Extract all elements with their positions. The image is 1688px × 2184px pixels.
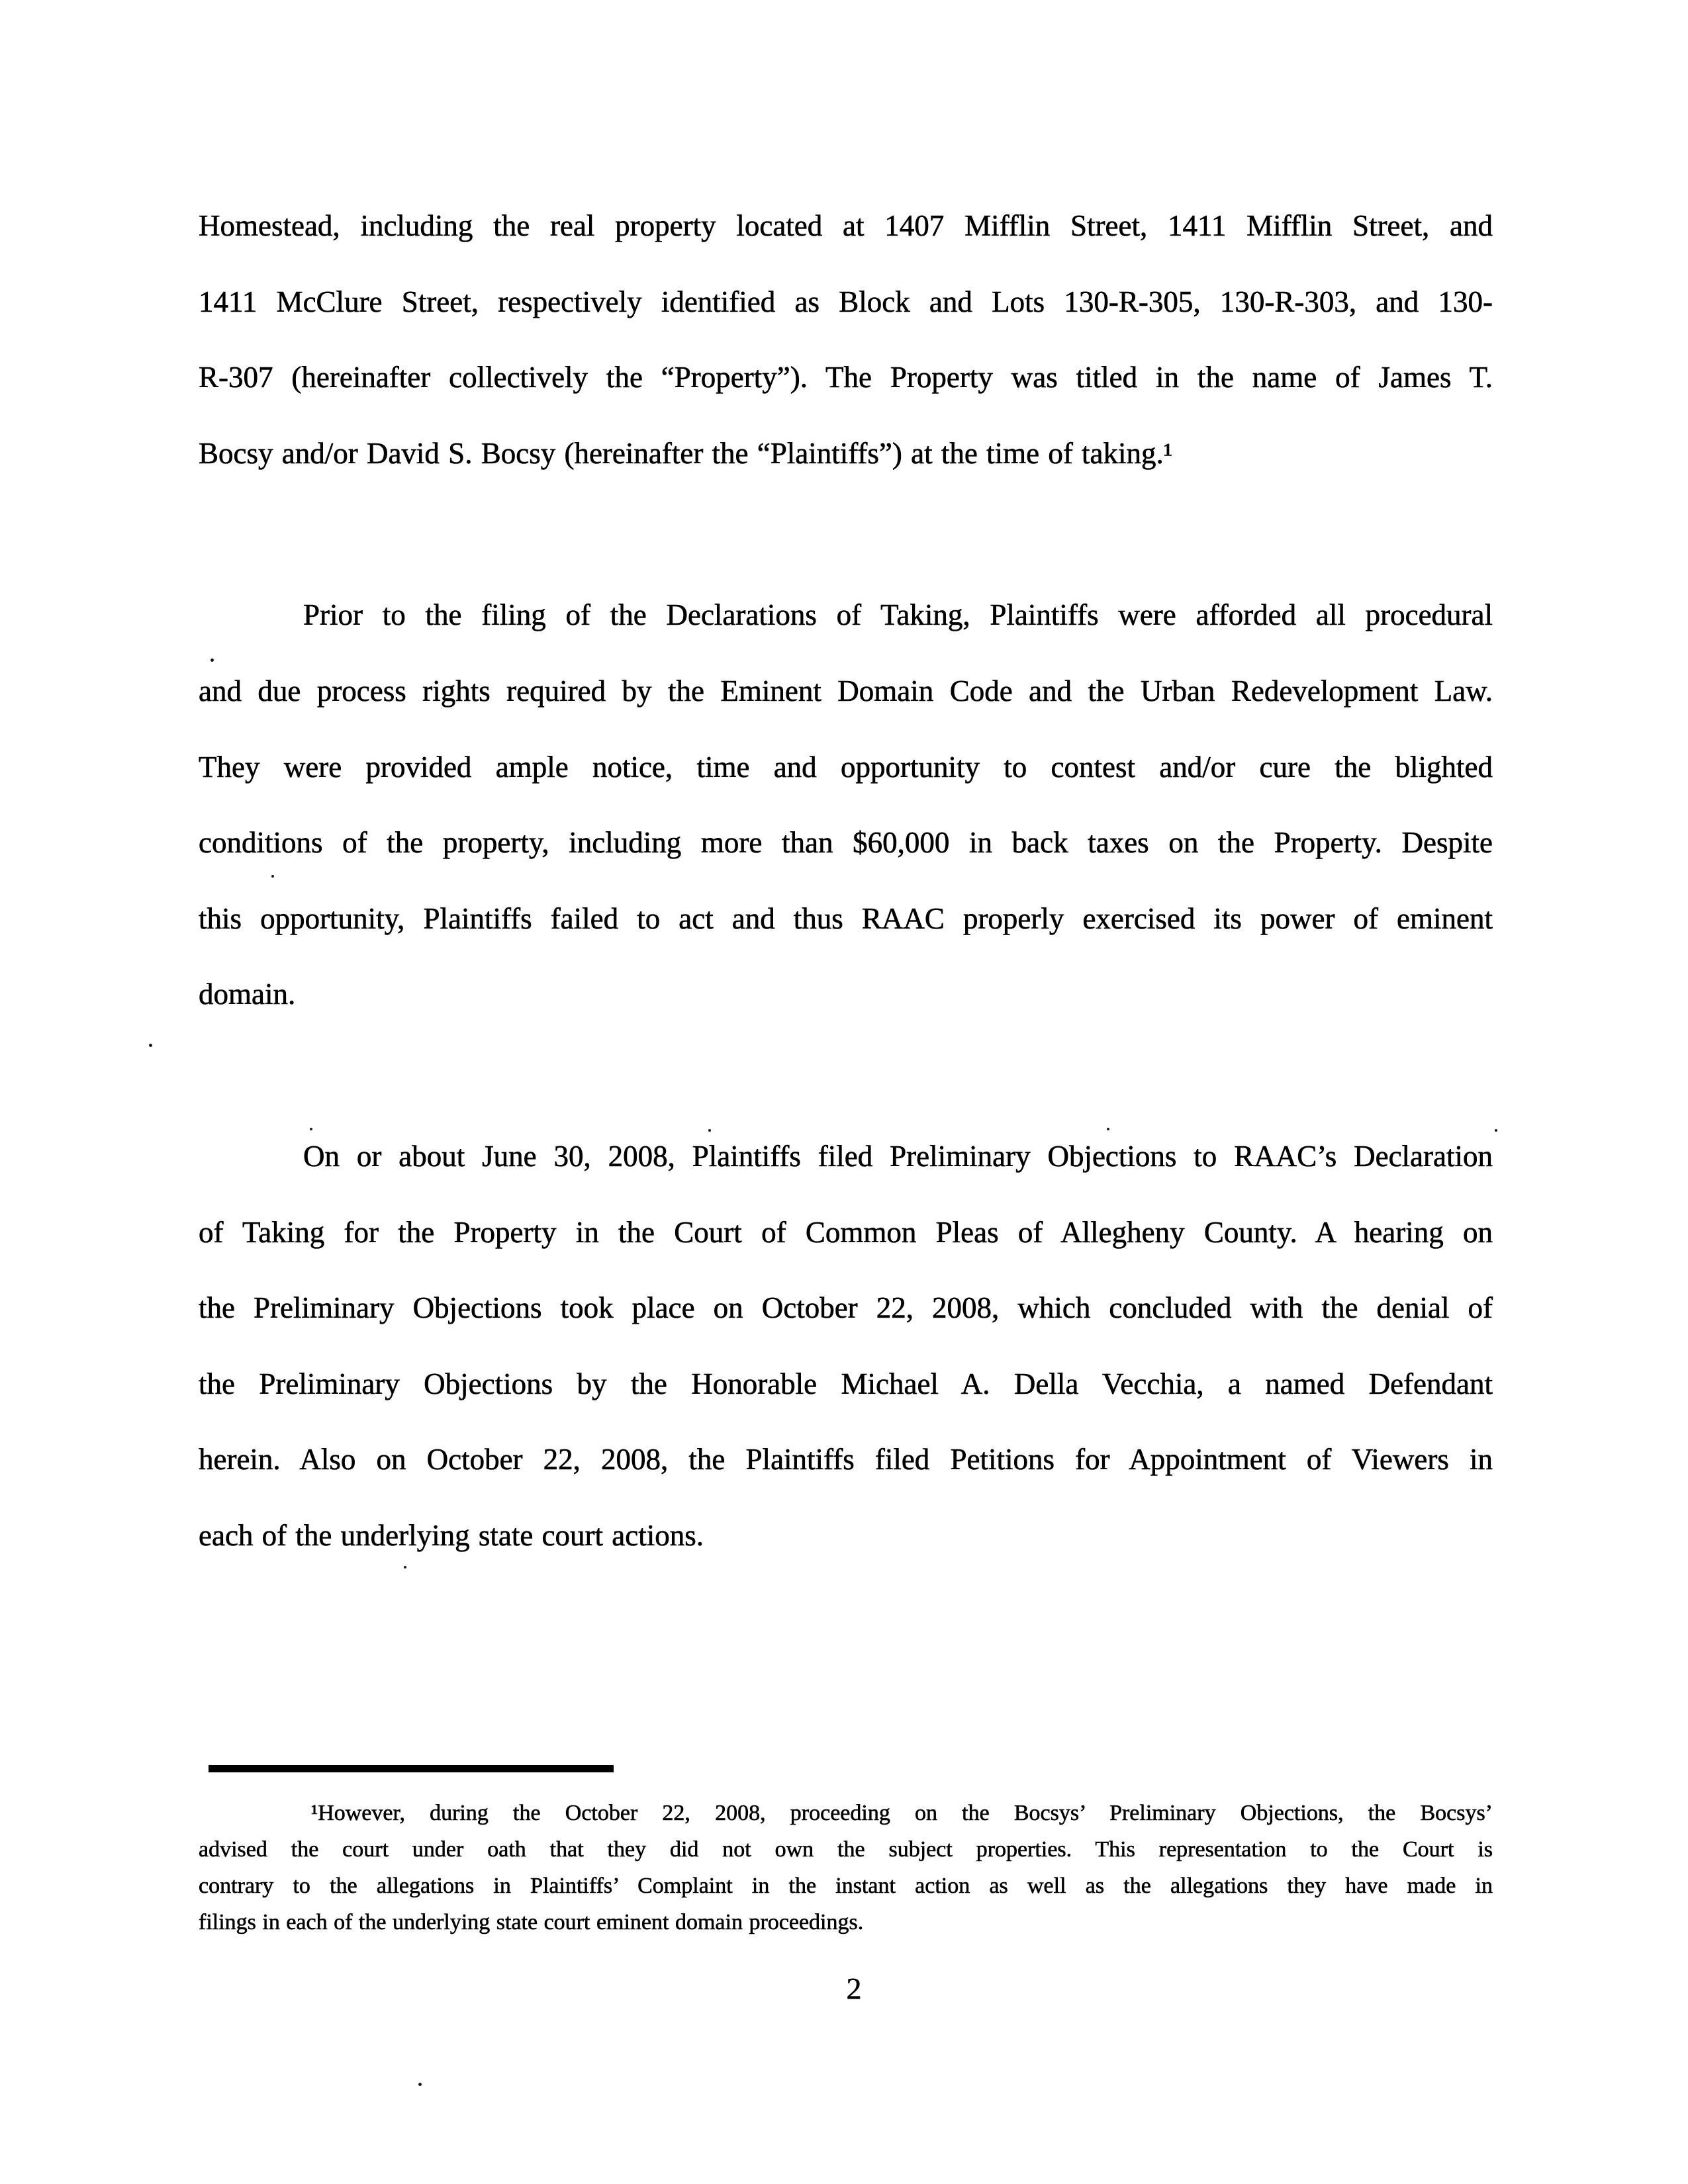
body-line: the Preliminary Objections took place on October 22, 2008, which concluded with the denial of — [199, 1291, 1493, 1325]
document-body — [199, 188, 1493, 1660]
body-line: and due process rights required by the Eminent Domain Code and the Urban Redevelopment Law. — [199, 674, 1493, 707]
scan-speck — [404, 1566, 406, 1569]
scan-speck — [149, 1044, 152, 1047]
body-line: Bocsy and/or David S. Bocsy (hereinafter the “Plaintiffs”) at the time of taking.¹ — [199, 436, 1173, 470]
footnote-separator — [209, 1765, 614, 1772]
body-line: Homestead, including the real property located at 1407 Mifflin Street, 1411 Mifflin Street, and — [199, 209, 1493, 242]
footnote-line: advised the court under oath that they did not own the subject properties. This representation to the Court is — [199, 1837, 1493, 1862]
body-line: conditions of the property, including more than $60,000 in back taxes on the Property. Despite — [199, 826, 1493, 860]
footnote-line: filings in each of the underlying state court eminent domain proceedings. — [199, 1910, 864, 1934]
body-line: domain. — [199, 978, 296, 1011]
scan-speck — [310, 1128, 312, 1130]
body-line: herein. Also on October 22, 2008, the Plaintiffs filed Petitions for Appointment of Viewers in — [199, 1443, 1493, 1477]
body-line: 1411 McClure Street, respectively identified as Block and Lots 130-R-305, 130-R-303, and 130- — [199, 285, 1493, 318]
scan-speck — [271, 875, 274, 878]
body-line: of Taking for the Property in the Court of Common Pleas of Allegheny County. A hearing on — [199, 1215, 1493, 1249]
body-line: each of the underlying state court actions. — [199, 1518, 704, 1552]
footnote-line: ¹However, during the October 22, 2008, proceeding on the Bocsys’ Preliminary Objections, the Bocsys’ — [311, 1801, 1493, 1825]
footnote — [199, 1795, 1493, 1940]
paragraph — [199, 577, 1493, 1032]
body-line: Prior to the filing of the Declarations of Taking, Plaintiffs were afforded all procedural — [303, 598, 1493, 632]
scan-speck — [418, 2083, 422, 2086]
paragraph — [199, 1118, 1493, 1574]
body-line: R-307 (hereinafter collectively the “Property”). The Property was titled in the name of James T. — [199, 361, 1493, 394]
scan-speck — [1107, 1128, 1109, 1130]
scan-speck — [211, 659, 214, 662]
page-number: 2 — [846, 1972, 862, 2005]
body-line: They were provided ample notice, time and opportunity to contest and/or cure the blighted — [199, 750, 1493, 784]
scan-speck — [708, 1129, 711, 1132]
body-line: the Preliminary Objections by the Honorable Michael A. Della Vecchia, a named Defendant — [199, 1367, 1493, 1400]
paragraph — [199, 188, 1493, 491]
body-line: this opportunity, Plaintiffs failed to act and thus RAAC properly exercised its power of eminent — [199, 901, 1493, 935]
scan-speck — [1495, 1129, 1497, 1132]
body-line: On or about June 30, 2008, Plaintiffs filed Preliminary Objections to RAAC’s Declaration — [303, 1139, 1493, 1173]
footnote-line: contrary to the allegations in Plaintiffs’ Complaint in the instant action as well as the allegations they have made in — [199, 1874, 1493, 1898]
